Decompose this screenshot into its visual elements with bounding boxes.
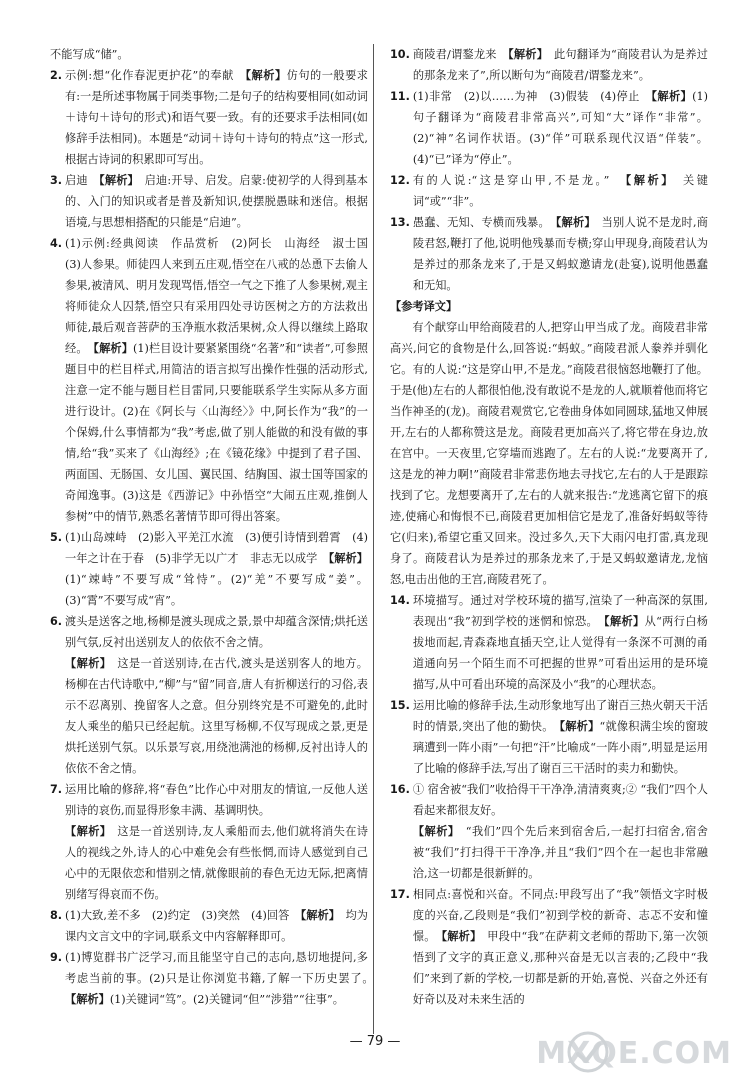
analysis-label: 【解析】 (508, 48, 543, 61)
analysis-label: 【解析】 (99, 174, 134, 187)
analysis-label: 【解析】 (441, 930, 476, 943)
answer-text: 运用比喻的修辞手法,生动形象地写出了谢百三热火朝天干活时的情景,突出了他的勤快。 (412, 699, 708, 733)
analysis-label: 【解析】 (651, 90, 693, 103)
analysis-text: 关键词“或”“非”。 (412, 174, 708, 208)
answer-text: (1)示例:经典阅读 作品赏析 (2)阿长 山海经 淑士国 (3)人参果。师徒四人来到五庄观,悟空在八戒的怂恿下去偷人参果,被清风、明月发现骂悟,悟空一气之下推了人参果树,观主将师徒众人囚禁,悟空只有采用四处寻访医树之方的方法救出师徒,最后观音菩萨的玉净瓶水救活果树,众人得以继续上路取经。 (65, 237, 380, 355)
analysis-text: (1)关键词“笃”。(2)关键词“但”“涉猎”“往事”。 (109, 993, 344, 1006)
analysis-text: “我们”四个先后来到宿舍后,一起打扫宿舍,宿舍被“我们”打扫得干干净净,并且“我们”四个在一起也非常融洽,这一切都是很新鲜的。 (412, 825, 708, 880)
answer-item-3: 3. 启迪 【解析】 启迪:开导、启发。启蒙:使初学的人得到基本的、入门的知识或者是普及新知识,使摆脱愚昧和迷信。根据语境,与思想相搭配的只能是“启迪”。 (50, 174, 368, 229)
analysis-label: 【解析】 (328, 552, 368, 565)
answer-item-9: 9. (1)博览群书广泛学习,而且能坚守自己的志向,恳切地提问,多考虑当前的事。(2)只是让你浏览书籍,了解一下历史罢了。 【解析】(1)关键词“笃”。(2)关键词“但”“涉猎”“往事”。 (50, 951, 368, 1006)
page-number: — 79 — (349, 1034, 401, 1049)
column-divider (373, 44, 374, 1034)
reference-translation-text: 有个献穿山甲给商陵君的人,把穿山甲当成了龙。商陵君非常高兴,问它的食物是什么,回答说:“蚂蚁。”商陵君派人豢养并驯化它。有的人说:“这是穿山甲,不是龙。”商陵君很恼怒地鞭打了他。于是(他)左右的人都很怕他,没有敢说不是龙的人,就顺着他而将它当作神圣的(龙)。商陵君观赏它,它卷曲身体如同圆球,猛地又伸展开,左右的人都称赞这是龙。商陵君更加高兴了,将它带在身边,放在宫中。一天夜里,它穿墙而逃跑了。左右的人说:“龙要离开了,这是龙的神力啊!”商陵君非常悲伤地去寻找它,左右的人于是跟踪找到了它。龙想要离开了,左右的人就来报告:“龙逃离它留下的痕迹,使痛心和悔恨不已,商陵君更加相信它是龙了,准备好蚂蚁等待它(归来),希望它重又回来。没过多久,天下大雨闪电打雷,真龙现身了。商陵君认为是养过的那条龙来了,于是又蚂蚁邀请龙,龙恼怒,电击出他的王宫,商陵君死了。 (390, 321, 708, 586)
analysis-text: (1)“竦峙”不要写成“耸恃”。(2)“羌”不要写成“姜”。(3)“霄”不要写成“宵”。 (65, 573, 368, 607)
analysis-label: 【解析】 (412, 825, 455, 838)
answer-text: 相同点:喜悦和兴奋。不同点:甲段写出了“我”领悟文字时极度的兴奋,乙段则是“我们”初到学校的新奇、志忑不安和憧憬。 (412, 888, 708, 943)
analysis-label: 【解析】 (65, 657, 106, 670)
answer-item-8: 8. (1)大致,差不多 (2)约定 (3)突然 (4)回答 【解析】 均为课内文言文中的字词,联系文中内容解释即可。 (50, 909, 368, 943)
analysis-label: 【解析】 (245, 69, 287, 82)
answer-text: (1)山岛竦峙 (2)影入平羌江水流 (3)便引诗情到碧霄 (4)一年之计在于春 (5)非学无以广才 非志无以成学 (65, 531, 368, 565)
answer-item-4: 4. (1)示例:经典阅读 作品赏析 (2)阿长 山海经 淑士国 (3)人参果。师徒四人来到五庄观,悟空在八戒的怂恿下去偷人参果,被清风、明月发现骂悟,悟空一气之下推了人参果树,观主将师徒众人囚禁,悟空只有采用四处寻访医树之方的方法救出师徒,最后观音菩萨的玉净瓶水救活果树,众人得以继续上路取经。 【解析】(1)栏目设计要紧紧围绕“名著”和“读者”,可参照题目中的栏目样式,用简洁的语言拟写出操作性强的活动形式,注意一定不能与题目栏目雷同,只要能联系学生实际从多方面进行设计。(2)在《阿长与〈山海经〉》中,阿长作为“我”的一个保姆,什么事情都为“我”考虑,做了别人能做的和没有做的事情,给“我”买来了《山海经》;在《镜花缘》中提到了君子国、两面国、无肠国、女儿国、翼民国、结胸国、淑士国等国家的奇闻逸事。(3)这是《西游记》中孙悟空“大闹五庄观,推倒人参树”中的情节,熟悉名著情节即可得出答案。 (50, 237, 380, 523)
analysis-text: 当别人说不是龙时,商陵君怒,鞭打了他,说明他残暴而专横;穿山甲现身,商陵君认为是养过的那条龙来了,于是又蚂蚁邀请龙(赴宴),说明他愚蠢和无知。 (412, 216, 708, 292)
answer-text: (1)博览群书广泛学习,而且能坚守自己的志向,恳切地提问,多考虑当前的事。(2)只是让你浏览书籍,了解一下历史罢了。 (65, 951, 368, 985)
answer-item-15: 15. 运用比喻的修辞手法,生动形象地写出了谢百三热火朝天干活时的情景,突出了他的勤快。 【解析】“就像积满尘埃的窗玻璃遭到一阵小雨”一句把“汗”比喻成“一阵小雨”,明显是运用了比喻的修辞手法,写出了谢百三干活时的卖力和勤快。 (390, 699, 708, 775)
analysis-text: 此句翻译为“商陵君认为是养过的那条龙来了”,所以断句为“商陵君/谓鍪龙来”。 (412, 48, 708, 82)
answer-item-6: 6. 渡头是送客之地,杨柳是渡头现成之景,景中却蕴含深情;烘托送别气氛,反衬出送别友人的依依不舍之情。 【解析】 这是一首送别诗,在古代,渡头是送别客人的地方。杨柳在古代诗歌中,“柳”与“留”同音,唐人有折柳送行的习俗,表示不忍离别、挽留客人之意。但分别终究是不可避免的,此时友人乘坐的船只已经起航。这里写杨柳,不仅写现成之景,更是烘托送别气氛。以乐景写哀,用绕池满池的杨柳,反衬出诗人的依依不舍之情。 (50, 615, 368, 775)
answer-text: 启迪 (65, 174, 88, 187)
answer-item-12: 12. 有的人说:“这是穿山甲,不是龙。” 【解析】 关键词“或”“非”。 (390, 174, 708, 208)
answer-text: 示例:想“化作春泥更护花”的奉献 (65, 69, 234, 82)
analysis-label: 【解析】 (555, 216, 591, 229)
analysis-text: 启迪:开导、启发。启蒙:使初学的人得到基本的、入门的知识或者是普及新知识,使摆脱愚昧和迷信。根据语境,与思想相搭配的只能是“启迪”。 (65, 174, 368, 229)
analysis-text: 这是一首送别诗,友人乘船而去,他们就将消失在诗人的视线之外,诗人的心中难免会有些怅惘,而诗人感觉到自己心中的无限依恋和惜别之情,就像眼前的春色无边无际,把离情别绪写得哀而不伤。 (65, 825, 368, 901)
answer-item-16: 16. ① 宿舍被“我们”收拾得干干净净,清清爽爽;② “我们”四个人看起来都很友好。 【解析】 “我们”四个先后来到宿舍后,一起打扫宿舍,宿舍被“我们”打扫得干干净净,并且“我们”四个在一起也非常融洽,这一切都是很新鲜的。 (390, 783, 708, 880)
analysis-text: 均为课内文言文中的字词,联系文中内容解释即可。 (65, 909, 368, 943)
answer-item-17: 17. 相同点:喜悦和兴奋。不同点:甲段写出了“我”领悟文字时极度的兴奋,乙段则是“我们”初到学校的新奇、志忑不安和憧憬。 【解析】 甲段中“我”在萨莉文老师的帮助下,第一次领悟到了文字的真正意义,那种兴奋是无以言表的;乙段中“我们”来到了新的学校,一切都是新的开始,喜悦、兴奋之外还有好奇以及对未来生活的 (390, 888, 708, 1006)
answer-text: 运用比喻的修辞,将“春色”比作心中对朋友的情谊,一反他人送别诗的哀伤,而显得形象丰满、基调明快。 (65, 783, 368, 817)
analysis-text: 这是一首送别诗,在古代,渡头是送别客人的地方。杨柳在古代诗歌中,“柳”与“留”同音,唐人有折柳送行的习俗,表示不忍离别、挽留客人之意。但分别终究是不可避免的,此时友人乘坐的船只已经起航。这里写杨柳,不仅写现成之景,更是烘托送别气氛。以乐景写哀,用绕池满池的杨柳,反衬出诗人的依依不舍之情。 (65, 657, 368, 775)
analysis-label: 【解析】 (65, 993, 110, 1006)
answer-text: ① 宿舍被“我们”收拾得干干净净,清清爽爽;② “我们”四个人看起来都很友好。 (412, 783, 708, 817)
answer-text: 环境描写。通过对学校环境的描写,渲染了一种高深的氛围,表现出“我”初到学校的迷惘和惊恐。 (412, 594, 708, 628)
analysis-label: 【解析】 (65, 825, 106, 838)
analysis-text: (1)句子翻译为“商陵君非常高兴”,可知“大”译作“非常”。(2)“神”名词作状语。(3)“佯”可联系现代汉语“佯装”。(4)“已”译为“停止”。 (412, 90, 708, 166)
analysis-text: 从“两行白杨拔地而起,青森森地直插天空,让人觉得有一条深不可测的甬道通向另一个陌生而不可把握的世界”可看出运用的是环境描写,从中可看出环境的高深及小“我”的心理状态。 (412, 615, 708, 691)
answer-text: (1)大致,差不多 (2)约定 (3)突然 (4)回答 (65, 909, 290, 922)
analysis-text: 仿句的一般要求有:一是所述事物属于同类事物;二是句子的结构要相同(如动词＋诗句＋诗句的形式)和语气要一致。有的还要求手法相同(如修辞手法相同)。本题是“动词＋诗句＋诗句的特点”这一形式,根据古诗词的积累即可写出。 (65, 69, 368, 166)
answer-text: (1)非常 (2)以……为神 (3)假装 (4)停止 (412, 90, 640, 103)
answer-text: 有的人说:“这是穿山甲,不是龙。” (412, 174, 610, 187)
answer-item-7: 7. 运用比喻的修辞,将“春色”比作心中对朋友的情谊,一反他人送别诗的哀伤,而显得形象丰满、基调明快。 【解析】 这是一首送别诗,友人乘船而去,他们就将消失在诗人的视线之外,诗人的心中难免会有些怅惘,而诗人感觉到自己心中的无限依恋和惜别之情,就像眼前的春色无边无际,把离情别绪写得哀而不伤。 (50, 783, 368, 901)
analysis-text: (1)栏目设计要紧紧围绕“名著”和“读者”,可参照题目中的栏目样式,用简洁的语言拟写出操作性强的活动形式,注意一定不能与题目栏目雷同,只要能联系学生实际从多方面进行设计。(2)在《阿长与〈山海经〉》中,阿长作为“我”的一个保姆,什么事情都为“我”考虑,做了别人能做的和没有做的事情,给“我”买来了《山海经》;在《镜花缘》中提到了君子国、两面国、无肠国、女儿国、翼民国、结胸国、淑士国等国家的奇闻逸事。(3)这是《西游记》中孙悟空“大闹五庄观,推倒人参树”中的情节,熟悉名著情节即可得出答案。 (65, 342, 368, 523)
analysis-label: 【解析】 (559, 720, 600, 733)
analysis-label: 【解析】 (604, 615, 645, 628)
reference-translation-label: 【参考译文】 (390, 300, 458, 313)
right-column (390, 44, 708, 1010)
answer-item-5: 5. (1)山岛竦峙 (2)影入平羌江水流 (3)便引诗情到碧霄 (4)一年之计在于春 (5)非学无以广才 非志无以成学 【解析】(1)“竦峙”不要写成“耸恃”。(2)“羌”不要写成“姜”。(3)“霄”不要写成“宵”。 (50, 531, 368, 607)
continued-text: 不能写成“储”。 (50, 48, 129, 61)
watermark-text: MXQE.COM (536, 1036, 732, 1071)
answer-item-11: 11. (1)非常 (2)以……为神 (3)假装 (4)停止 【解析】(1)句子翻译为“商陵君非常高兴”,可知“大”译作“非常”。(2)“神”名词作状语。(3)“佯”可联系现代汉语“佯装”。(4)“已”译为“停止”。 (390, 90, 708, 166)
answer-item-13: 13. 愚蠢、无知、专横而残暴。 【解析】 当别人说不是龙时,商陵君怒,鞭打了他,说明他残暴而专横;穿山甲现身,商陵君认为是养过的那条龙来了,于是又蚂蚁邀请龙(赴宴),说明他愚蠢和无知。 (390, 216, 708, 292)
answer-text: 愚蠢、无知、专横而残暴。 (412, 216, 545, 229)
analysis-label: 【解析】 (625, 174, 670, 187)
answer-text: 商陵君/谓鍪龙来 (412, 48, 497, 61)
analysis-text: “就像积满尘埃的窗玻璃遭到一阵小雨”一句把“汗”比喻成“一阵小雨”,明显是运用了比喻的修辞手法,写出了谢百三干活时的卖力和勤快。 (412, 720, 708, 775)
left-column (50, 44, 380, 1010)
answer-item-14: 14. 环境描写。通过对学校环境的描写,渲染了一种高深的氛围,表现出“我”初到学校的迷惘和惊恐。 【解析】从“两行白杨拔地而起,青森森地直插天空,让人觉得有一条深不可测的甬道通向另一个陌生而不可把握的世界”可看出运用的是环境描写,从中可看出环境的高深及小“我”的心理状态。 (390, 594, 708, 691)
analysis-text: 甲段中“我”在萨莉文老师的帮助下,第一次领悟到了文字的真正意义,那种兴奋是无以言表的;乙段中“我们”来到了新的学校,一切都是新的开始,喜悦、兴奋之外还有好奇以及对未来生活的 (412, 930, 708, 1006)
answer-item-10: 10. 商陵君/谓鍪龙来 【解析】 此句翻译为“商陵君认为是养过的那条龙来了”,所以断句为“商陵君/谓鍪龙来”。 (390, 48, 708, 82)
answer-item-2: 2. 示例:想“化作春泥更护花”的奉献 【解析】仿句的一般要求有:一是所述事物属于同类事物;二是句子的结构要相同(如动词＋诗句＋诗句的形式)和语气要一致。有的还要求手法相同(如修辞手法相同)。本题是“动词＋诗句＋诗句的特点”这一形式,根据古诗词的积累即可写出。 (50, 69, 368, 166)
answer-text: 渡头是送客之地,杨柳是渡头现成之景,景中却蕴含深情;烘托送别气氛,反衬出送别友人的依依不舍之情。 (65, 615, 368, 649)
analysis-label: 【解析】 (300, 909, 335, 922)
analysis-label: 【解析】 (93, 342, 134, 355)
